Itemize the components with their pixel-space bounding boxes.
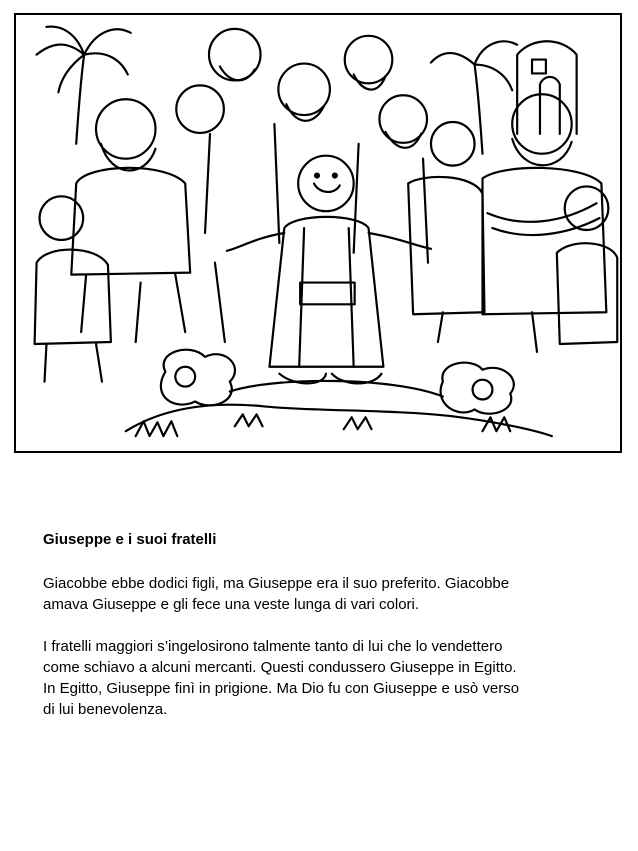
paragraph-1-line: Giacobbe ebbe dodici figli, ma Giuseppe era il suo preferito. Giacobbe [43,575,510,592]
brothers [35,29,618,382]
paragraph-1-line: amava Giuseppe e gli fece una veste lunga di vari colori. [43,596,420,613]
story-text [43,530,603,741]
paragraph-2-line: I fratelli maggiori s’ingelosirono talmente tanto di lui che lo vendettero [43,638,503,655]
paragraph-1 [43,573,603,615]
building [517,41,576,134]
joseph [227,156,431,384]
grass [126,381,552,436]
coloring-illustration [14,13,622,453]
paragraph-2-line: di lui benevolenza. [43,701,168,718]
paragraph-2-line: In Egitto, Giuseppe finì in prigione. Ma Dio fu con Giuseppe e usò verso [43,680,520,697]
paragraph-2 [43,636,603,720]
palm-tree-left [37,27,131,144]
paragraph-2-line: come schiavo a alcuni mercanti. Questi condussero Giuseppe in Egitto. [43,659,517,676]
story-title: Giuseppe e i suoi fratelli [43,531,217,548]
